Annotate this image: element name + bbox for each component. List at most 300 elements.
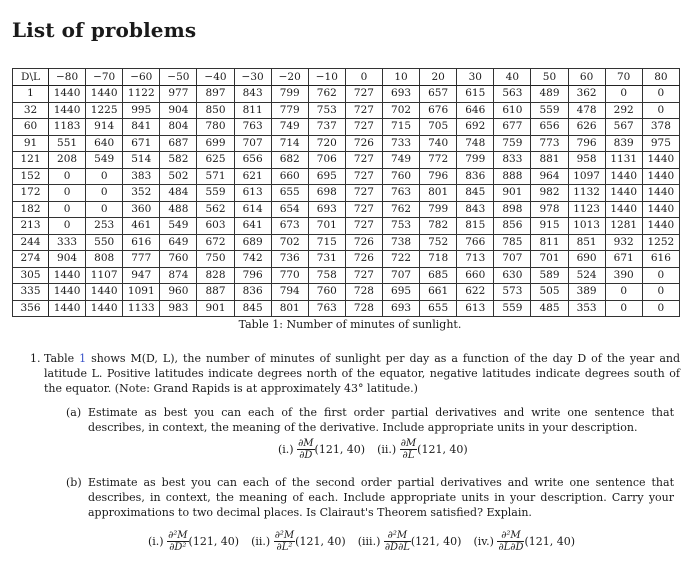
minutes-cell: 690 — [568, 251, 605, 268]
derivative-item — [148, 530, 240, 553]
minutes-cell: 549 — [160, 218, 197, 235]
minutes-cell: 655 — [271, 185, 308, 202]
evaluation-point: (121, 40) — [417, 442, 468, 456]
minutes-cell: 0 — [86, 185, 123, 202]
minutes-cell: 625 — [197, 152, 234, 169]
minutes-cell: 661 — [420, 284, 457, 301]
latitude-header-cell: −80 — [49, 69, 86, 86]
minutes-cell: 727 — [345, 201, 382, 218]
minutes-cell: 978 — [531, 201, 568, 218]
minutes-cell: 673 — [271, 218, 308, 235]
minutes-cell: 559 — [494, 300, 531, 317]
minutes-cell: 932 — [605, 234, 642, 251]
minutes-cell: 1091 — [123, 284, 160, 301]
minutes-cell: 672 — [197, 234, 234, 251]
minutes-cell: 333 — [49, 234, 86, 251]
minutes-cell: 1013 — [568, 218, 605, 235]
day-label-cell: 213 — [13, 218, 49, 235]
minutes-cell: 1440 — [49, 267, 86, 284]
partial-derivative-fraction — [400, 438, 417, 461]
minutes-cell: 567 — [605, 119, 642, 136]
fraction-numerator: ∂M — [298, 438, 314, 449]
day-label-cell: 121 — [13, 152, 49, 169]
minutes-cell: 850 — [197, 102, 234, 119]
minutes-cell: 995 — [123, 102, 160, 119]
minutes-cell: 1440 — [642, 218, 679, 235]
latitude-header-cell: 20 — [420, 69, 457, 86]
minutes-cell: 749 — [382, 152, 419, 169]
minutes-cell: 656 — [234, 152, 271, 169]
latitude-header-cell: 0 — [345, 69, 382, 86]
minutes-cell: 763 — [308, 300, 345, 317]
latitude-header-cell: 30 — [457, 69, 494, 86]
minutes-cell: 914 — [86, 119, 123, 136]
latitude-header-cell: 60 — [568, 69, 605, 86]
minutes-cell: 360 — [123, 201, 160, 218]
minutes-cell: 727 — [345, 119, 382, 136]
fraction-numerator: ∂²M — [168, 530, 188, 541]
latitude-header-cell: 10 — [382, 69, 419, 86]
minutes-cell: 904 — [49, 251, 86, 268]
minutes-cell: 1107 — [86, 267, 123, 284]
table-row — [13, 234, 680, 251]
fraction-numerator: ∂²M — [497, 530, 524, 542]
fraction-denominator: ∂D² — [169, 542, 187, 553]
minutes-cell: 1131 — [605, 152, 642, 169]
minutes-cell: 799 — [271, 86, 308, 103]
minutes-cell: 727 — [345, 102, 382, 119]
minutes-cell: 640 — [86, 135, 123, 152]
minutes-cell: 573 — [494, 284, 531, 301]
minutes-cell: 488 — [160, 201, 197, 218]
minutes-cell: 655 — [420, 300, 457, 317]
minutes-cell: 749 — [271, 119, 308, 136]
day-label-cell: 305 — [13, 267, 49, 284]
table-row — [13, 102, 680, 119]
day-label-cell: 172 — [13, 185, 49, 202]
problem-number: 1. — [30, 352, 41, 365]
minutes-cell: 0 — [605, 300, 642, 317]
minutes-cell: 728 — [345, 300, 382, 317]
minutes-cell: 614 — [234, 201, 271, 218]
minutes-cell: 589 — [531, 267, 568, 284]
minutes-cell: 762 — [382, 201, 419, 218]
minutes-cell: 0 — [605, 284, 642, 301]
minutes-cell: 1440 — [642, 185, 679, 202]
minutes-cell: 489 — [531, 86, 568, 103]
derivative-label: (i.) — [278, 442, 294, 456]
minutes-cell: 676 — [420, 102, 457, 119]
minutes-cell: 484 — [160, 185, 197, 202]
minutes-cell: 559 — [531, 102, 568, 119]
minutes-cell: 292 — [605, 102, 642, 119]
minutes-cell: 253 — [86, 218, 123, 235]
partial-derivative-fraction — [384, 530, 411, 553]
minutes-cell: 843 — [234, 86, 271, 103]
minutes-cell: 740 — [420, 135, 457, 152]
latitude-header-cell: −20 — [271, 69, 308, 86]
minutes-cell: 763 — [382, 185, 419, 202]
minutes-cell: 1440 — [605, 201, 642, 218]
minutes-cell: 1440 — [642, 201, 679, 218]
latitude-header-cell: −50 — [160, 69, 197, 86]
minutes-cell: 888 — [494, 168, 531, 185]
derivative-label: (iv.) — [473, 534, 494, 548]
minutes-cell: 727 — [345, 218, 382, 235]
minutes-cell: 0 — [86, 168, 123, 185]
minutes-cell: 706 — [308, 152, 345, 169]
minutes-cell: 758 — [308, 267, 345, 284]
minutes-cell: 801 — [271, 300, 308, 317]
minutes-cell: 718 — [420, 251, 457, 268]
minutes-cell: 702 — [271, 234, 308, 251]
minutes-cell: 726 — [345, 234, 382, 251]
minutes-cell: 514 — [123, 152, 160, 169]
minutes-cell: 1440 — [49, 102, 86, 119]
minutes-cell: 1252 — [642, 234, 679, 251]
minutes-cell: 699 — [197, 135, 234, 152]
minutes-cell: 845 — [457, 185, 494, 202]
minutes-cell: 1440 — [49, 300, 86, 317]
minutes-cell: 1281 — [605, 218, 642, 235]
minutes-cell: 836 — [457, 168, 494, 185]
minutes-cell: 845 — [234, 300, 271, 317]
minutes-cell: 693 — [382, 300, 419, 317]
fraction-denominator: ∂L∂D — [498, 542, 524, 553]
minutes-cell: 1440 — [642, 152, 679, 169]
minutes-cell: 362 — [568, 86, 605, 103]
minutes-cell: 0 — [642, 267, 679, 284]
minutes-cell: 1440 — [86, 284, 123, 301]
derivative-item — [377, 438, 468, 461]
minutes-cell: 753 — [382, 218, 419, 235]
latitude-header-cell: −60 — [123, 69, 160, 86]
minutes-cell: 671 — [123, 135, 160, 152]
minutes-cell: 621 — [234, 168, 271, 185]
minutes-cell: 856 — [494, 218, 531, 235]
part-b-label: (b) — [66, 476, 82, 489]
table-row — [13, 300, 680, 317]
minutes-cell: 707 — [382, 267, 419, 284]
minutes-cell: 1440 — [86, 300, 123, 317]
table-row — [13, 168, 680, 185]
derivative-item — [357, 530, 462, 553]
minutes-cell: 603 — [197, 218, 234, 235]
minutes-cell: 693 — [382, 86, 419, 103]
minutes-cell: 390 — [605, 267, 642, 284]
minutes-cell: 785 — [494, 234, 531, 251]
minutes-cell: 1440 — [49, 86, 86, 103]
minutes-cell: 563 — [494, 86, 531, 103]
problem-statement — [44, 351, 680, 396]
minutes-cell: 610 — [494, 102, 531, 119]
minutes-cell: 692 — [457, 119, 494, 136]
minutes-cell: 737 — [308, 119, 345, 136]
latitude-header-cell: −70 — [86, 69, 123, 86]
minutes-cell: 897 — [197, 86, 234, 103]
minutes-cell: 828 — [197, 267, 234, 284]
partial-derivative-fraction — [274, 530, 295, 553]
minutes-cell: 796 — [568, 135, 605, 152]
minutes-cell: 964 — [531, 168, 568, 185]
minutes-cell: 701 — [531, 251, 568, 268]
fraction-denominator: ∂L² — [276, 542, 293, 553]
minutes-cell: 770 — [271, 267, 308, 284]
minutes-cell: 0 — [605, 86, 642, 103]
minutes-cell: 715 — [382, 119, 419, 136]
minutes-cell: 0 — [49, 201, 86, 218]
minutes-cell: 1132 — [568, 185, 605, 202]
minutes-cell: 901 — [494, 185, 531, 202]
minutes-cell: 656 — [531, 119, 568, 136]
minutes-cell: 898 — [494, 201, 531, 218]
minutes-cell: 714 — [271, 135, 308, 152]
minutes-cell: 773 — [531, 135, 568, 152]
minutes-cell: 383 — [123, 168, 160, 185]
derivative-label: (ii.) — [251, 534, 271, 548]
minutes-cell: 738 — [382, 234, 419, 251]
minutes-cell: 378 — [642, 119, 679, 136]
minutes-cell: 796 — [234, 267, 271, 284]
fraction-denominator: ∂D — [299, 450, 313, 461]
minutes-cell: 660 — [457, 267, 494, 284]
minutes-cell: 833 — [494, 152, 531, 169]
minutes-cell: 1440 — [642, 168, 679, 185]
table-reference-link[interactable]: 1 — [79, 352, 87, 365]
minutes-cell: 208 — [49, 152, 86, 169]
minutes-cell: 615 — [457, 86, 494, 103]
day-label-cell: 356 — [13, 300, 49, 317]
partial-derivative-fraction — [497, 530, 524, 553]
minutes-cell: 559 — [197, 185, 234, 202]
minutes-cell: 551 — [49, 135, 86, 152]
fraction-numerator: ∂²M — [274, 530, 295, 541]
derivative-label: (ii.) — [377, 442, 397, 456]
problem-text-rest: shows M(D, L), the number of minutes of sunlight per day as a function of the day D of the year and latitude L. Positive latitudes indicate degrees north of the equator, negative latitudes indicate degrees south of the equator. (Note: Grand Rapids is at approximately 43° latitude.) — [44, 352, 681, 395]
minutes-cell: 0 — [49, 185, 86, 202]
minutes-cell: 1122 — [123, 86, 160, 103]
minutes-cell: 1133 — [123, 300, 160, 317]
minutes-cell: 841 — [123, 119, 160, 136]
minutes-cell: 682 — [271, 152, 308, 169]
minutes-cell: 799 — [457, 152, 494, 169]
table-corner-cell: D\L — [13, 69, 49, 86]
minutes-cell: 960 — [160, 284, 197, 301]
minutes-cell: 1225 — [86, 102, 123, 119]
minutes-cell: 0 — [642, 102, 679, 119]
minutes-cell: 1123 — [568, 201, 605, 218]
minutes-cell: 630 — [494, 267, 531, 284]
minutes-cell: 752 — [420, 234, 457, 251]
minutes-cell: 760 — [308, 284, 345, 301]
part-a-label: (a) — [66, 406, 82, 419]
partial-derivative-fraction — [167, 530, 188, 553]
fraction-numerator: ∂M — [400, 438, 417, 449]
minutes-cell: 1440 — [86, 86, 123, 103]
minutes-cell: 736 — [271, 251, 308, 268]
minutes-cell: 796 — [420, 168, 457, 185]
minutes-cell: 727 — [345, 152, 382, 169]
minutes-cell: 1440 — [605, 168, 642, 185]
caption-label: Table 1: — [238, 318, 283, 331]
minutes-cell: 947 — [123, 267, 160, 284]
latitude-header-cell: −10 — [308, 69, 345, 86]
minutes-cell: 0 — [642, 284, 679, 301]
table-caption — [0, 318, 700, 331]
minutes-cell: 748 — [457, 135, 494, 152]
derivative-label: (i.) — [148, 534, 164, 548]
minutes-cell: 702 — [382, 102, 419, 119]
minutes-cell: 0 — [49, 218, 86, 235]
evaluation-point: (121, 40) — [295, 534, 346, 548]
minutes-cell: 571 — [197, 168, 234, 185]
minutes-cell: 804 — [160, 119, 197, 136]
table-row — [13, 119, 680, 136]
minutes-cell: 726 — [345, 135, 382, 152]
minutes-cell: 389 — [568, 284, 605, 301]
day-label-cell: 274 — [13, 251, 49, 268]
day-label-cell: 60 — [13, 119, 49, 136]
minutes-cell: 975 — [642, 135, 679, 152]
minutes-cell: 352 — [123, 185, 160, 202]
minutes-cell: 641 — [234, 218, 271, 235]
minutes-cell: 0 — [642, 300, 679, 317]
minutes-cell: 750 — [197, 251, 234, 268]
evaluation-point: (121, 40) — [314, 442, 366, 456]
minutes-cell: 728 — [345, 284, 382, 301]
latitude-header-cell: 70 — [605, 69, 642, 86]
minutes-cell: 549 — [86, 152, 123, 169]
sunlight-table — [12, 68, 680, 317]
day-label-cell: 335 — [13, 284, 49, 301]
minutes-cell: 731 — [308, 251, 345, 268]
minutes-cell: 353 — [568, 300, 605, 317]
minutes-cell: 983 — [160, 300, 197, 317]
latitude-header-cell: −30 — [234, 69, 271, 86]
minutes-cell: 715 — [308, 234, 345, 251]
minutes-cell: 780 — [197, 119, 234, 136]
minutes-cell: 753 — [308, 102, 345, 119]
minutes-cell: 782 — [420, 218, 457, 235]
minutes-cell: 843 — [457, 201, 494, 218]
minutes-cell: 646 — [457, 102, 494, 119]
minutes-cell: 654 — [271, 201, 308, 218]
day-label-cell: 1 — [13, 86, 49, 103]
latitude-header-cell: 40 — [494, 69, 531, 86]
minutes-cell: 839 — [605, 135, 642, 152]
minutes-cell: 726 — [345, 251, 382, 268]
latitude-header-cell: −40 — [197, 69, 234, 86]
day-label-cell: 244 — [13, 234, 49, 251]
fraction-denominator: ∂L — [402, 450, 415, 461]
minutes-cell: 502 — [160, 168, 197, 185]
minutes-cell: 766 — [457, 234, 494, 251]
minutes-cell: 727 — [345, 267, 382, 284]
minutes-cell: 801 — [420, 185, 457, 202]
part-b-derivatives — [148, 530, 575, 553]
minutes-cell: 777 — [123, 251, 160, 268]
table-row — [13, 284, 680, 301]
minutes-cell: 505 — [531, 284, 568, 301]
minutes-cell: 626 — [568, 119, 605, 136]
day-label-cell: 32 — [13, 102, 49, 119]
fraction-numerator: ∂²M — [384, 530, 411, 542]
day-label-cell: 152 — [13, 168, 49, 185]
minutes-cell: 759 — [494, 135, 531, 152]
table-row — [13, 152, 680, 169]
minutes-cell: 727 — [345, 86, 382, 103]
minutes-cell: 733 — [382, 135, 419, 152]
minutes-cell: 613 — [457, 300, 494, 317]
minutes-cell: 722 — [382, 251, 419, 268]
part-a-text: Estimate as best you can each of the first order partial derivatives and write one sentence that describes, in context, the meaning of the derivative. Include appropriate units in your description. — [88, 406, 674, 434]
table-header-row — [13, 69, 680, 86]
minutes-cell: 977 — [160, 86, 197, 103]
minutes-cell: 762 — [308, 86, 345, 103]
latitude-header-cell: 50 — [531, 69, 568, 86]
minutes-cell: 649 — [160, 234, 197, 251]
derivative-item — [278, 438, 366, 461]
evaluation-point: (121, 40) — [188, 534, 240, 548]
minutes-cell: 836 — [234, 284, 271, 301]
problem-1 — [30, 351, 680, 396]
evaluation-point: (121, 40) — [410, 534, 462, 548]
minutes-cell: 851 — [568, 234, 605, 251]
partial-derivative-fraction — [297, 438, 314, 461]
minutes-cell: 958 — [568, 152, 605, 169]
minutes-cell: 779 — [271, 102, 308, 119]
minutes-cell: 693 — [308, 201, 345, 218]
minutes-cell: 763 — [234, 119, 271, 136]
table-row — [13, 185, 680, 202]
minutes-cell: 720 — [308, 135, 345, 152]
minutes-cell: 707 — [494, 251, 531, 268]
minutes-cell: 524 — [568, 267, 605, 284]
minutes-cell: 687 — [160, 135, 197, 152]
part-a-derivatives — [278, 438, 468, 461]
minutes-cell: 657 — [420, 86, 457, 103]
minutes-cell: 915 — [531, 218, 568, 235]
minutes-cell: 689 — [234, 234, 271, 251]
minutes-cell: 881 — [531, 152, 568, 169]
minutes-cell: 461 — [123, 218, 160, 235]
day-label-cell: 182 — [13, 201, 49, 218]
minutes-cell: 695 — [308, 168, 345, 185]
minutes-cell: 698 — [308, 185, 345, 202]
table-row — [13, 218, 680, 235]
minutes-cell: 695 — [382, 284, 419, 301]
minutes-cell: 904 — [160, 102, 197, 119]
minutes-cell: 982 — [531, 185, 568, 202]
caption-text: Number of minutes of sunlight. — [286, 318, 462, 331]
minutes-cell: 671 — [605, 251, 642, 268]
minutes-cell: 0 — [86, 201, 123, 218]
minutes-cell: 616 — [123, 234, 160, 251]
minutes-cell: 677 — [494, 119, 531, 136]
minutes-cell: 701 — [308, 218, 345, 235]
minutes-cell: 887 — [197, 284, 234, 301]
minutes-cell: 799 — [420, 201, 457, 218]
minutes-cell: 0 — [642, 86, 679, 103]
minutes-cell: 616 — [642, 251, 679, 268]
minutes-cell: 705 — [420, 119, 457, 136]
minutes-cell: 808 — [86, 251, 123, 268]
minutes-cell: 811 — [531, 234, 568, 251]
minutes-cell: 727 — [345, 168, 382, 185]
minutes-cell: 613 — [234, 185, 271, 202]
minutes-cell: 485 — [531, 300, 568, 317]
minutes-cell: 772 — [420, 152, 457, 169]
